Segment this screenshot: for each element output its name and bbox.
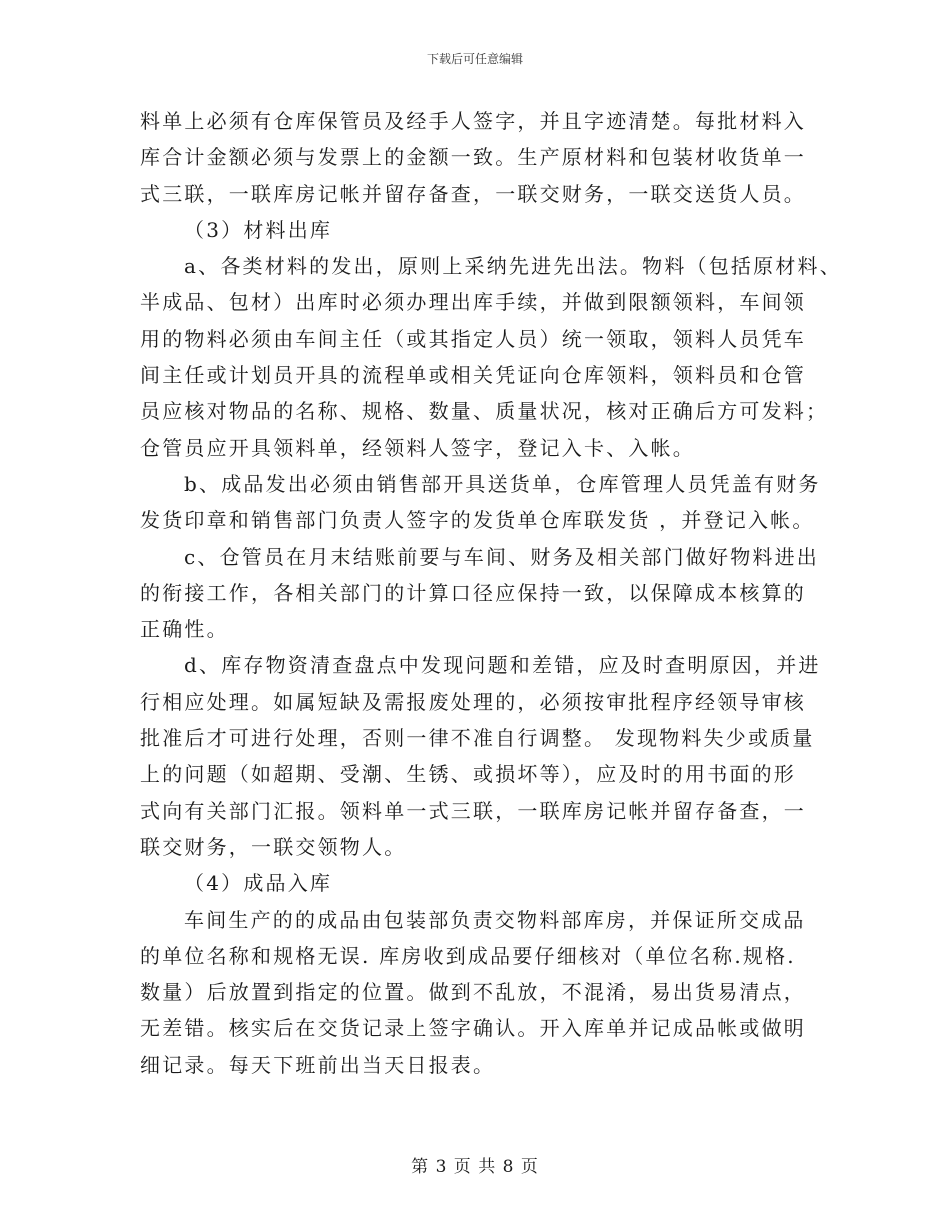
text-line: d、库存物资清查盘点中发现问题和差错，应及时查明原因，并进 [184, 653, 821, 678]
text-line: 半成品、包材）出库时必须办理出库手续，并做到限额领料，车间领 [140, 290, 806, 315]
text-line: 的单位名称和规格无误. 库房收到成品要仔细核对（单位名称.规格. [140, 943, 796, 968]
text-line: 式向有关部门汇报。领料单一式三联，一联库房记帐并留存备查，一 [140, 798, 806, 823]
text-line: 无差错。核实后在交货记录上签字确认。开入库单并记成品帐或做明 [140, 1016, 806, 1041]
text-line: 上的问题（如超期、受潮、生锈、或损坏等），应及时的用书面的形 [140, 762, 796, 787]
text-line: b、成品发出必须由销售部开具送货单，仓库管理人员凭盖有财务 [184, 471, 821, 496]
text-line: 间主任或计划员开具的流程单或相关凭证向仓库领料，领料员和仓管 [140, 363, 806, 388]
text-line: 料单上必须有仓库保管员及经手人签字，并且字迹清楚。每批材料入 [140, 109, 806, 133]
text-line: c、仓管员在月末结账前要与车间、财务及相关部门做好物料进出 [184, 544, 820, 569]
text-line: 车间生产的的成品由包装部负责交物料部库房，并保证所交成品 [184, 907, 806, 932]
text-line: 批准后才可进行处理，否则一律不准自行调整。 发现物料失少或质量 [140, 726, 815, 751]
document-body [140, 103, 840, 1083]
text-line: 的衔接工作，各相关部门的计算口径应保持一致，以保障成本核算的 [140, 580, 806, 605]
text-line: 用的物料必须由车间主任（或其指定人员）统一领取，领料人员凭车 [140, 326, 806, 351]
text-line: 细记录。每天下班前出当天日报表。 [140, 1052, 496, 1077]
text-line: 式三联，一联库房记帐并留存备查，一联交财务，一联交送货人员。 [140, 181, 806, 206]
text-line: （3）材料出库 [184, 217, 333, 242]
text-line: 员应核对物品的名称、规格、数量、质量状况，核对正确后方可发料； [140, 399, 829, 424]
text-line: 联交财务，一联交领物人。 [140, 834, 407, 859]
text-line: 正确性。 [140, 617, 229, 642]
page-footer: 第 3 页 共 8 页 [411, 1157, 539, 1177]
text-line: 行相应处理。如属短缺及需报废处理的，必须按审批程序经领导审核 [140, 689, 806, 714]
text-line: 仓管员应开具领料单，经领料人签字，登记入卡、入帐。 [140, 435, 695, 460]
text-line: 库合计金额必须与发票上的金额一致。生产原材料和包装材收货单一 [140, 145, 806, 170]
text-line: 数量）后放置到指定的位置。做到不乱放，不混淆，易出货易清点， [140, 980, 806, 1005]
text-line: a、各类材料的发出，原则上采纳先进先出法。物料（包括原材料、 [184, 254, 842, 279]
text-line: 发货印章和销售部门负责人签字的发货单仓库联发货 ，并登记入帐。 [140, 508, 815, 533]
text-line: （4）成品入库 [184, 871, 333, 896]
page-header: 下载后可任意编辑 [426, 52, 523, 66]
